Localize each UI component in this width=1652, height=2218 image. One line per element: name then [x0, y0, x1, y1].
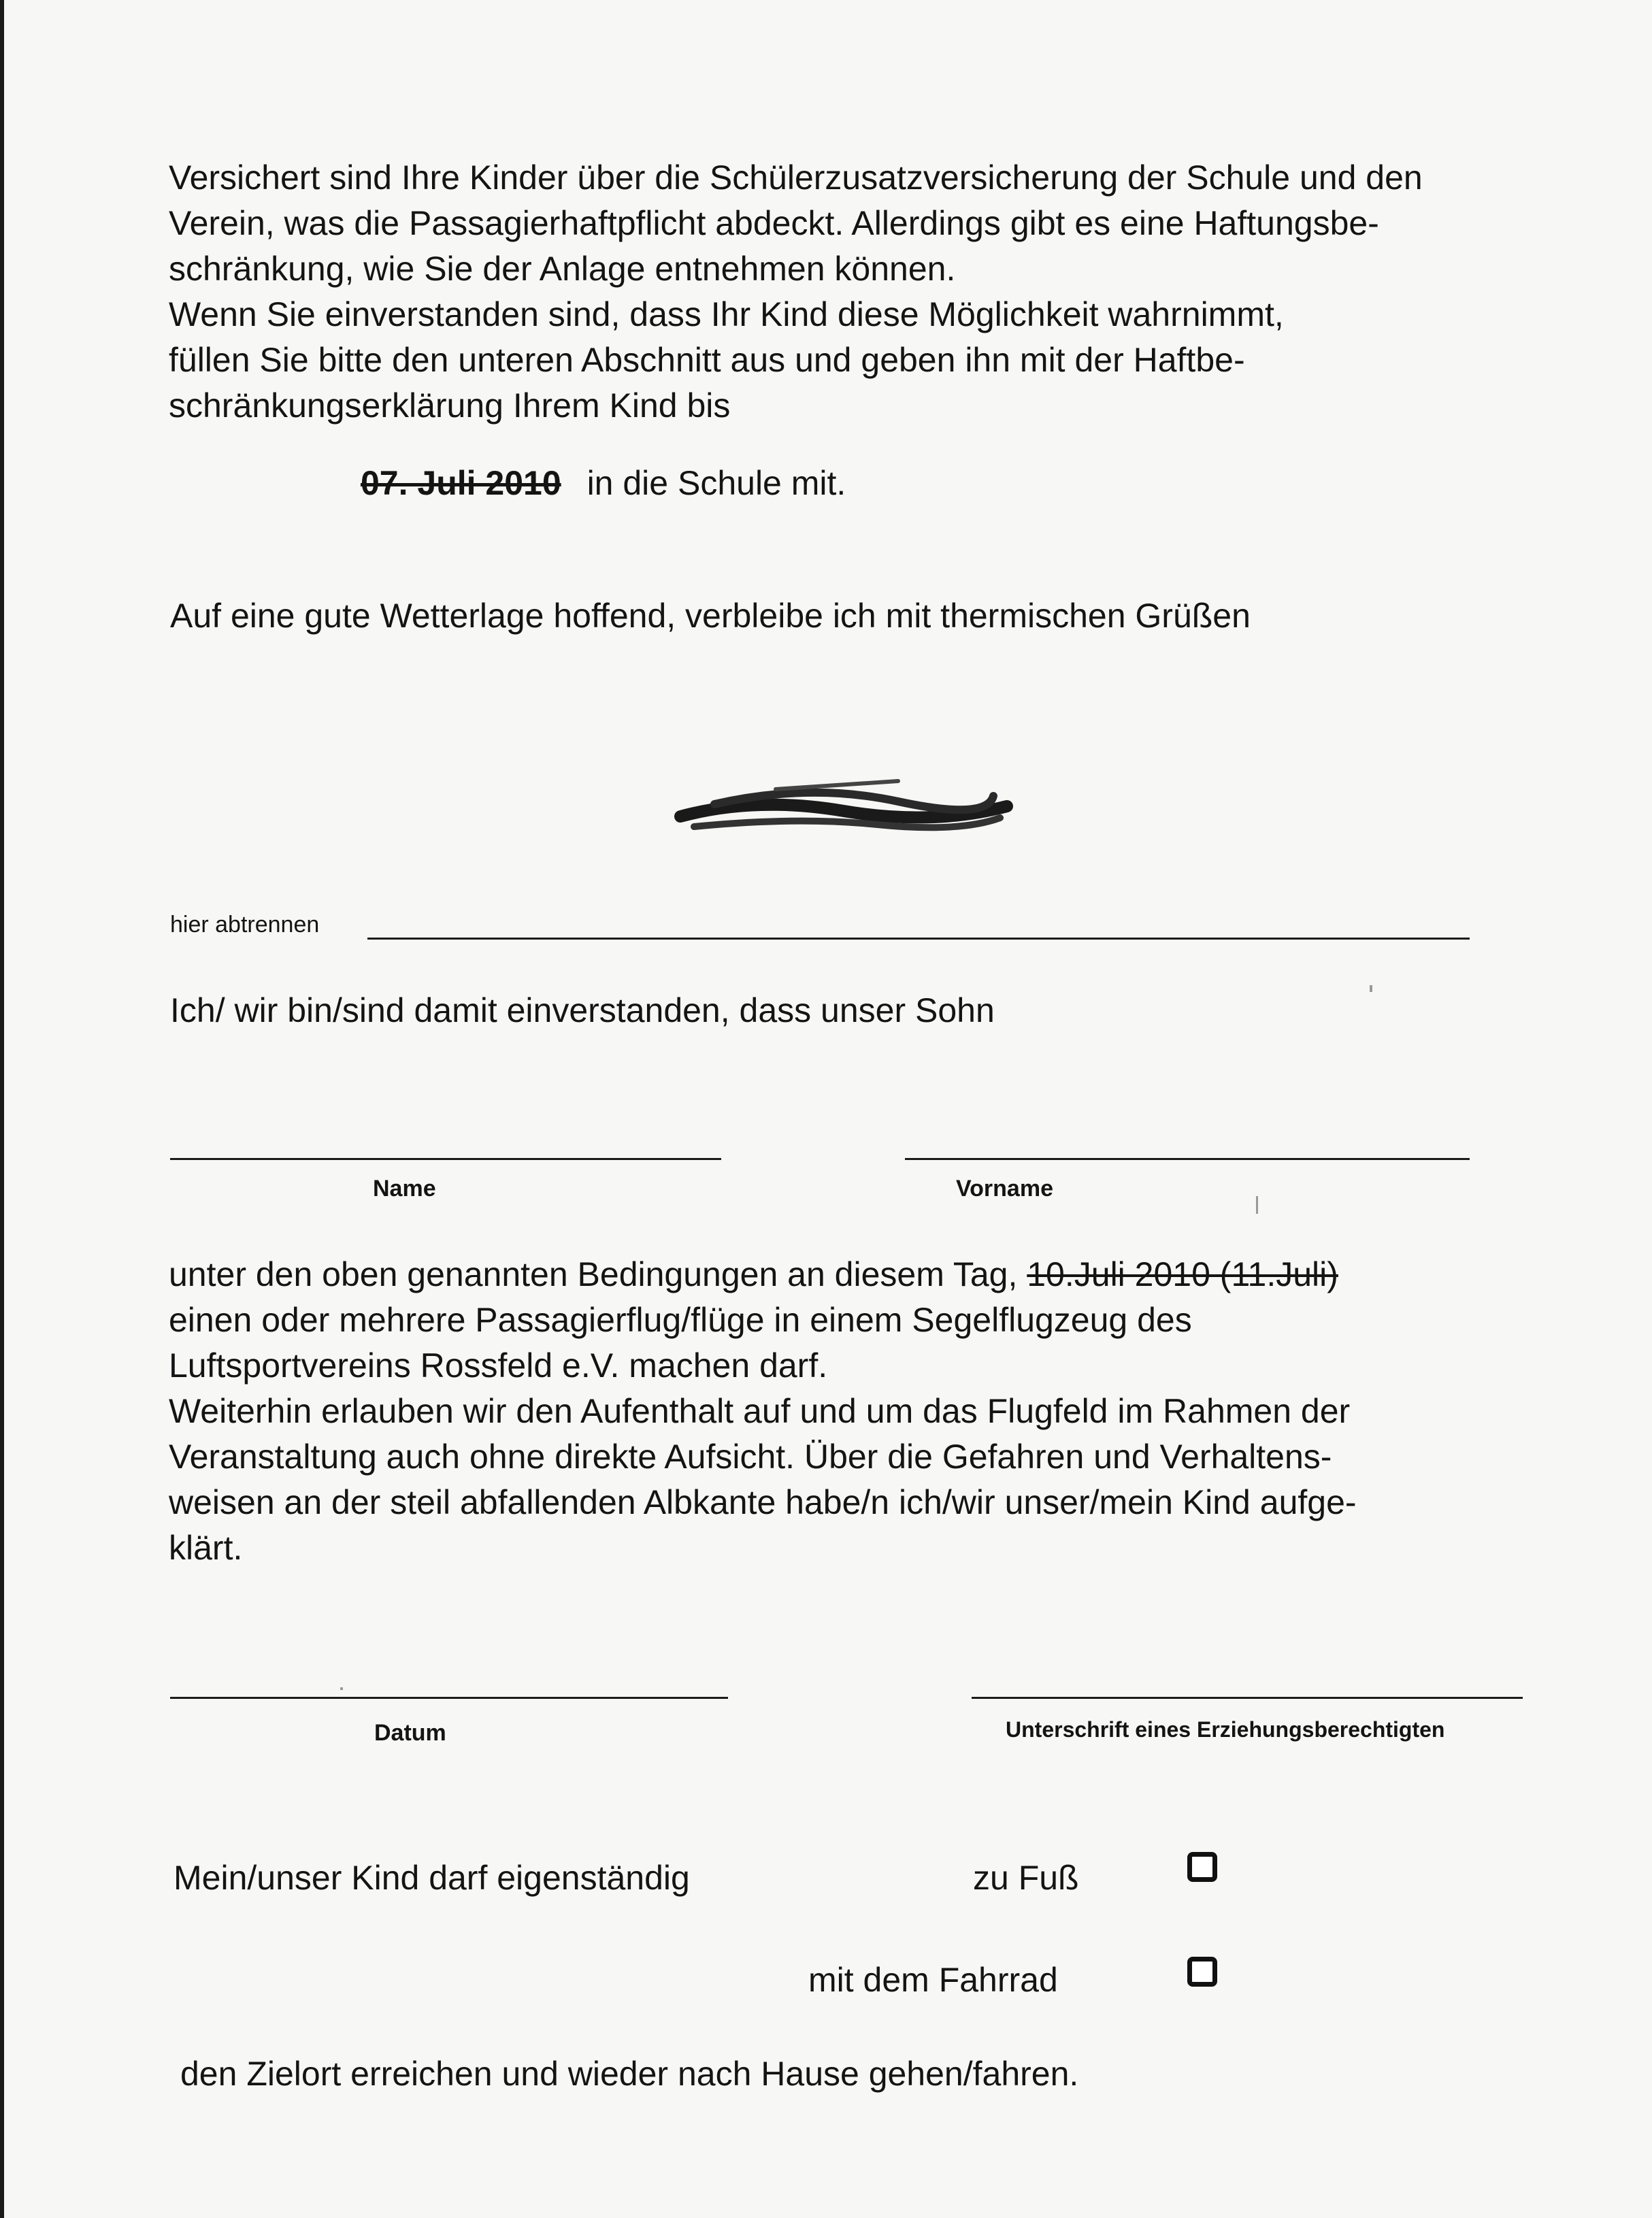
intro-line: schränkungserklärung Ihrem Kind bis [169, 386, 731, 425]
intro-line: füllen Sie bitte den unteren Abschnitt aus und geben ihn mit der Haftbe- [169, 341, 1245, 379]
consent-heading: Ich/ wir bin/sind damit einverstanden, dass unser Sohn [170, 991, 995, 1029]
intro-line: Verein, was die Passagierhaftpflicht abdeckt. Allerdings gibt es eine Haftungsbe- [169, 204, 1379, 242]
signature-field[interactable] [972, 1697, 1523, 1699]
conditions-line [169, 1252, 1543, 1297]
deadline-date: 07. Juli 2010 [361, 464, 561, 502]
conditions-prefix: unter den oben genannten Bedingungen an diesem Tag, [169, 1255, 1018, 1293]
vorname-label: Vorname [956, 1176, 1053, 1202]
travel-prefix: Mein/unser Kind darf eigenständig [174, 1859, 690, 1897]
deadline-line [361, 463, 846, 503]
conditions-paragraph [169, 1252, 1543, 1571]
conditions-line: einen oder mehrere Passagierflug/flüge in einem Segelflugzeug des [169, 1301, 1192, 1339]
scan-speck [340, 1687, 343, 1690]
datum-field[interactable] [170, 1697, 728, 1699]
travel-suffix: den Zielort erreichen und wieder nach Hause gehen/fahren. [180, 2055, 1079, 2093]
intro-line: Versichert sind Ihre Kinder über die Schülerzusatzversicherung der Schule und den [169, 159, 1423, 197]
vorname-field[interactable] [905, 1158, 1470, 1160]
deadline-suffix: in die Schule mit. [587, 464, 846, 502]
redacted-signature [674, 769, 1014, 844]
intro-line: schränkung, wie Sie der Anlage entnehmen können. [169, 250, 956, 288]
conditions-line: klärt. [169, 1529, 243, 1567]
intro-line: Wenn Sie einverstanden sind, dass Ihr Kind diese Möglichkeit wahrnimmt, [169, 295, 1284, 333]
intro-paragraph [169, 155, 1543, 429]
scan-edge [0, 0, 4, 2218]
name-field[interactable] [170, 1158, 721, 1160]
option-bike-label: mit dem Fahrrad [808, 1961, 1058, 1999]
conditions-line: weisen an der steil abfallenden Albkante habe/n ich/wir unser/mein Kind aufge- [169, 1483, 1357, 1521]
conditions-line: Veranstaltung auch ohne direkte Aufsicht. Über die Gefahren und Verhaltens- [169, 1438, 1332, 1476]
conditions-line: Weiterhin erlauben wir den Aufenthalt auf und um das Flugfeld im Rahmen der [169, 1392, 1351, 1430]
foot-checkbox[interactable] [1187, 1852, 1217, 1882]
bike-checkbox[interactable] [1187, 1957, 1217, 1987]
scan-speck [1370, 985, 1372, 992]
event-date: 10.Juli 2010 (11.Juli) [1027, 1255, 1338, 1293]
signature-label: Unterschrift eines Erziehungsberechtigten [1006, 1717, 1445, 1742]
datum-label: Datum [374, 1720, 446, 1746]
option-foot-label: zu Fuß [973, 1859, 1079, 1897]
cut-line [367, 938, 1470, 940]
conditions-line: Luftsportvereins Rossfeld e.V. machen darf. [169, 1346, 828, 1385]
name-label: Name [373, 1176, 436, 1202]
closing-text: Auf eine gute Wetterlage hoffend, verbleibe ich mit thermischen Grüßen [170, 597, 1251, 635]
scan-speck [1256, 1196, 1258, 1214]
cut-label: hier abtrennen [170, 912, 320, 938]
